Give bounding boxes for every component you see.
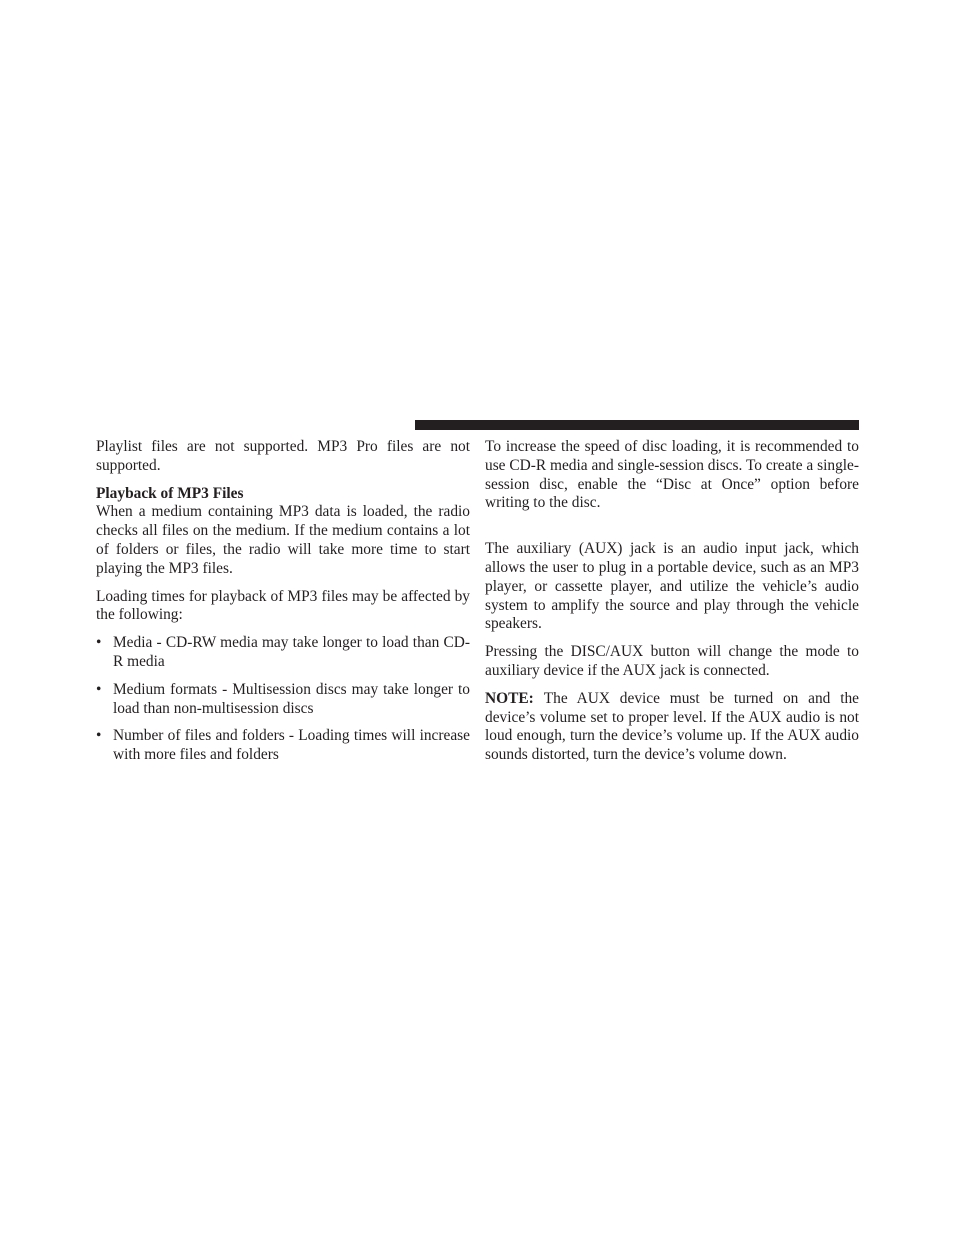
aux-paragraph: The auxiliary (AUX) jack is an audio input jack, which allows the user to plug in a portable device, such as an MP3 player, or cassette player, and utilize the vehicle’s audio system to amplify the source and play through the vehicle speakers. bbox=[485, 540, 859, 633]
note-paragraph bbox=[485, 690, 859, 765]
left-column bbox=[96, 438, 470, 774]
list-item-text: Number of files and folders - Loading times will increase with more files and folders bbox=[113, 727, 470, 764]
list-item-text: Medium formats - Multisession discs may take longer to load than non-multisession discs bbox=[113, 680, 470, 717]
note-text: The AUX device must be turned on and the device’s volume set to proper level. If the AUX audio is not loud enough, turn the device’s volume up. If the AUX audio sounds distorted, turn the device’s volume down. bbox=[485, 689, 859, 764]
section-spacer bbox=[485, 522, 859, 540]
list-item-text: Media - CD-RW media may take longer to load than CD-R media bbox=[113, 634, 470, 670]
bullet-icon: • bbox=[96, 634, 102, 652]
medium-paragraph: When a medium containing MP3 data is loaded, the radio checks all files on the medium. If the medium contains a lot of folders or files, the radio will take more time to start playing the MP3 files. bbox=[96, 503, 470, 577]
list-item bbox=[96, 634, 470, 672]
playlist-paragraph: Playlist files are not supported. MP3 Pro files are not supported. bbox=[96, 438, 470, 474]
note-label: NOTE: bbox=[485, 689, 534, 707]
loading-factors-list bbox=[96, 634, 470, 765]
speed-paragraph: To increase the speed of disc loading, it is recommended to use CD-R media and single-session discs. To create a single-session disc, enable the “Disc at Once” option before writing to the disc. bbox=[485, 438, 859, 512]
section-header-bar bbox=[415, 420, 859, 430]
right-column bbox=[485, 438, 859, 774]
list-item bbox=[96, 727, 470, 765]
bullet-icon: • bbox=[96, 680, 102, 698]
list-item bbox=[96, 681, 470, 719]
bullet-icon: • bbox=[96, 727, 102, 745]
loading-paragraph: Loading times for playback of MP3 files may be affected by the following: bbox=[96, 587, 470, 624]
playback-heading: Playback of MP3 Files bbox=[96, 484, 244, 502]
pressing-paragraph: Pressing the DISC/AUX button will change the mode to auxiliary device if the AUX jack is connected. bbox=[485, 643, 859, 679]
